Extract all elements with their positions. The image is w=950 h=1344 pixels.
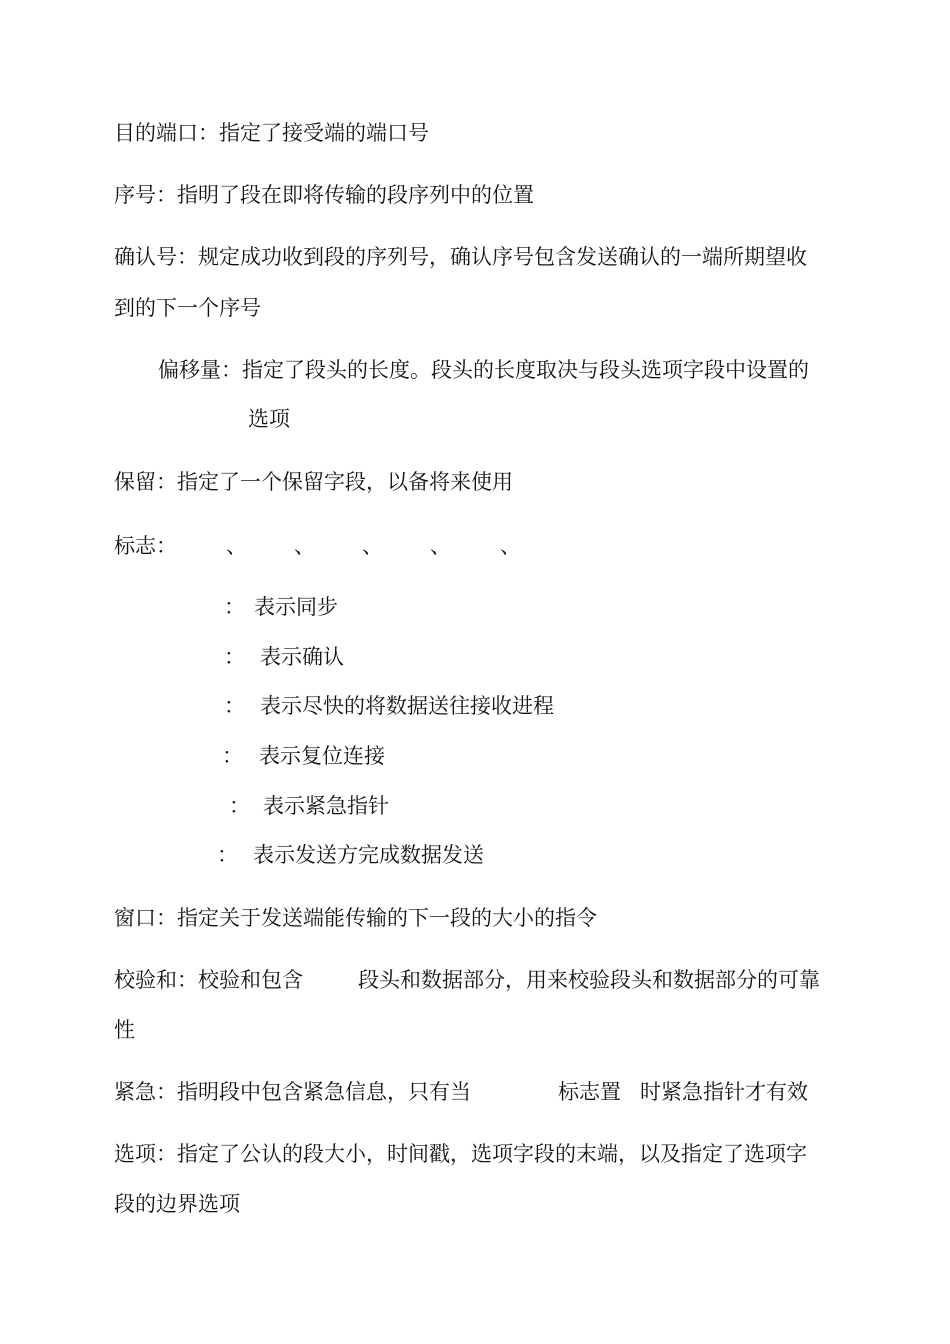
ack-number-text-line1: 确认号：规定成功收到段的序列号，确认序号包含发送确认的一端所期望收	[114, 245, 807, 269]
flag-item-text: 表示同步	[254, 595, 338, 619]
flag-item-colon: ：	[229, 794, 250, 818]
urgent-text-part3: 时紧急指针才有效	[640, 1080, 808, 1104]
ack-number-text-line2: 到的下一个序号	[114, 296, 261, 320]
offset-text-line2: 选项	[248, 407, 290, 431]
options-text-line2: 段的边界选项	[114, 1192, 240, 1216]
urgent-text-part1: 紧急：指明段中包含紧急信息，只有当	[114, 1080, 471, 1104]
flag-item-text: 表示发送方完成数据发送	[253, 843, 484, 867]
checksum-text-line2: 性	[114, 1018, 135, 1042]
checksum-text-part2: 段头和数据部分，用来校验段头和数据部分的可靠	[358, 968, 820, 992]
flag-item-colon: ：	[222, 744, 243, 768]
flag-item-colon: ：	[224, 645, 245, 669]
flag-separator: 、	[226, 534, 247, 558]
flags-label: 标志：	[114, 534, 177, 558]
flag-item-colon: ：	[224, 694, 245, 718]
flag-separator: 、	[294, 534, 315, 558]
flag-item-text: 表示复位连接	[259, 744, 385, 768]
flag-separator: 、	[362, 534, 383, 558]
offset-text-line1: 偏移量：指定了段头的长度。段头的长度取决与段头选项字段中设置的	[158, 358, 809, 382]
dest-port-text: 目的端口：指定了接受端的端口号	[114, 121, 429, 145]
options-text-line1: 选项：指定了公认的段大小，时间戳，选项字段的末端，以及指定了选项字	[114, 1142, 807, 1166]
flag-item-text: 表示紧急指针	[263, 794, 389, 818]
window-text: 窗口：指定关于发送端能传输的下一段的大小的指令	[114, 906, 597, 930]
reserved-text: 保留：指定了一个保留字段，以备将来使用	[114, 470, 513, 494]
urgent-text-part2: 标志置	[558, 1080, 621, 1104]
flag-item-colon: ：	[217, 843, 238, 867]
flag-separator: 、	[430, 534, 451, 558]
flag-separator: 、	[500, 534, 521, 558]
flag-item-text: 表示确认	[260, 645, 344, 669]
flag-item-text: 表示尽快的将数据送往接收进程	[260, 694, 554, 718]
seq-number-text: 序号：指明了段在即将传输的段序列中的位置	[114, 183, 534, 207]
checksum-text-part1: 校验和：校验和包含	[114, 968, 303, 992]
flag-item-colon: ：	[224, 595, 245, 619]
